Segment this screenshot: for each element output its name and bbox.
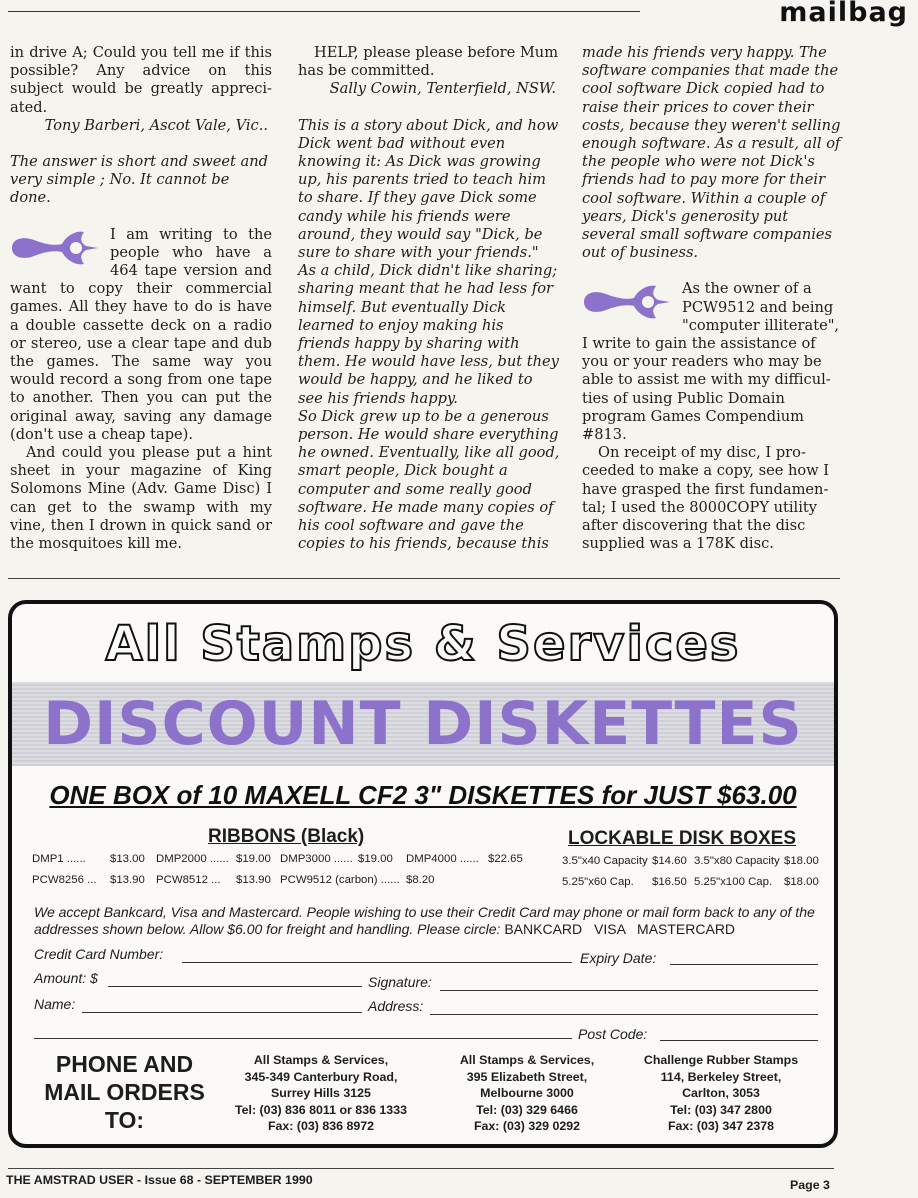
address-line-2-field[interactable] [34,1038,572,1039]
ribbons-price-list [32,848,542,890]
column-2 [298,44,560,553]
expiry-label: Expiry Date: [580,950,657,966]
letter-paragraph: And could you please put a hint sheet in your magazine of King Solomons Mine (Adv. Game Disc) I can get to the swamp with my vine, then I drown in quick sand or the mosquitoes kill me. [10,444,272,553]
ad-offer: ONE BOX of 10 MAXELL CF2 3" DISKETTES for JUST $63.00 [49,780,797,810]
letter-signature: Sally Cowin, Tenterfield, NSW. [329,80,556,98]
price-row: DMP1 ...... $13.00 DMP2000 ...... $19.00 DMP3000 ...... $19.00 DMP4000 ...... $22.65 [32,852,523,865]
signature-field[interactable] [440,990,818,991]
letter-signature: Tony Barberi, Ascot Vale, Vic.. [44,116,268,134]
discount-diskettes-ad [8,600,838,1148]
address-block: All Stamps & Services, 345-349 Canterbury Road, Surrey Hills 3125 Tel: (03) 836 8011 or 836 1333 Fax: (03) 836 8972 [235,1053,407,1133]
letter-paragraph: HELP, please please before Mum has be committed. [298,44,559,80]
price-row: 3.5"x40 Capacity $14.60 3.5"x80 Capacity $18.00 [562,854,819,867]
section-masthead: mailbag [779,0,908,28]
ad-company-title: All Stamps & Services [105,616,741,672]
address-field[interactable] [430,1014,818,1015]
reply-hand-icon [10,228,100,268]
amount-label: Amount: $ [34,970,98,986]
ad-banner-text: DISCOUNT DISKETTES [43,689,803,759]
editor-reply: So Dick grew up to be a generous person. He would share everything he owned. Eventually, like all good, smart people, Dick bought a computer and some really good software. He made many copies of his cool software and gave the copies to his friends, because this [298,407,560,553]
editor-reply: The answer is short and sweet and very simple ; No. It cannot be done. [10,153,268,207]
postcode-label: Post Code: [578,1026,648,1042]
letter-paragraph: On receipt of my disc, I pro-ceeded to make a copy, see how I have grasped the first fundamen-tal; I used the 8000COPY utility after discovering that the disc supplied was a 178K disc. [582,444,830,553]
disk-boxes-heading: LOCKABLE DISK BOXES [568,828,797,849]
letter-paragraph: I am writing to the people who have a 464 tape version and want to copy their commercial games. All they have to do is have a double cassette deck on a radio or stereo, use a clear tape and dub the games. The same way you would record a song from one tape to another. Then you can put the original away, saving any damage (don't use a cheap tape). [10,225,272,443]
amount-field[interactable] [108,986,362,987]
credit-card-field[interactable] [182,962,572,963]
letter-paragraph: As the owner of a PCW9512 and being "computer illiterate", I write to gain the assistance of you or your readers who may be able to assist me with my difficul-ties of using Public Domain program Games Compendium #813. [582,280,840,444]
reply-hand-icon [582,282,672,322]
editor-reply: This is a story about Dick, and how Dick went bad without even knowing it: As Dick was growing up, his parents tried to teach him to share. If they gave Dick some candy while his friends were around, they would say "Dick, be sure to share with your friends." As a child, Dick didn't like sharing; sharing meant that he had less for himself. But eventually Dick learned to enjoy making his friends happy by sharing with them. He would have less, but they would be happy, and he liked to see his friends happy. [298,116,559,407]
issue-line: THE AMSTRAD USER - Issue 68 - SEPTEMBER 1990 [6,1173,313,1187]
header-rule [8,11,640,12]
page-number: Page 3 [790,1178,830,1192]
editor-reply: made his friends very happy. The software companies that made the cool software Dick copied had to raise their prices to cover their costs, because they weren't selling enough software. As a result, all of the people who were not Dick's friends had to pay more for their cool software. Within a couple of years, Dick's generosity put several small software companies out of business. [582,44,841,262]
address-label: Address: [368,998,424,1014]
price-row: 5.25"x60 Cap. $16.50 5.25"x100 Cap. $18.00 [562,875,819,888]
column-1 [10,44,272,553]
ribbons-heading: RIBBONS (Black) [208,826,365,847]
letter-paragraph: in drive A; Could you tell me if this possible? Any advice on this subject would be greatly appreci-ated. [10,44,272,116]
price-row: PCW8256 ... $13.90 PCW8512 ... $13.90 PCW9512 (carbon) ...... $8.20 [32,873,435,886]
signature-label: Signature: [368,974,432,990]
credit-card-label: Credit Card Number: [34,946,164,962]
name-label: Name: [34,996,76,1012]
expiry-field[interactable] [670,964,818,965]
payment-terms: We accept Bankcard, Visa and Mastercard. People wishing to use their Credit Card may phone or mail form back to any of the addresses shown below. Allow $6.00 for freight and handling. Please circle: BANKCARD VISA MASTERCARD [34,904,815,937]
card-options: BANKCARD VISA MASTERCARD [504,921,736,937]
postcode-field[interactable] [660,1040,818,1041]
section-divider [8,578,840,579]
footer-rule [8,1168,834,1169]
address-block: Challenge Rubber Stamps 114, Berkeley Street, Carlton, 3053 Tel: (03) 347 2800 Fax: (03) 347 2378 [643,1053,799,1133]
phone-orders-heading: PHONE AND MAIL ORDERS TO: [44,1051,205,1133]
disk-boxes-price-list [562,850,824,892]
address-block: All Stamps & Services, 395 Elizabeth Street, Melbourne 3000 Tel: (03) 329 6466 Fax: (03) 329 0292 [459,1053,595,1133]
name-field[interactable] [82,1012,362,1013]
column-3 [582,44,844,553]
